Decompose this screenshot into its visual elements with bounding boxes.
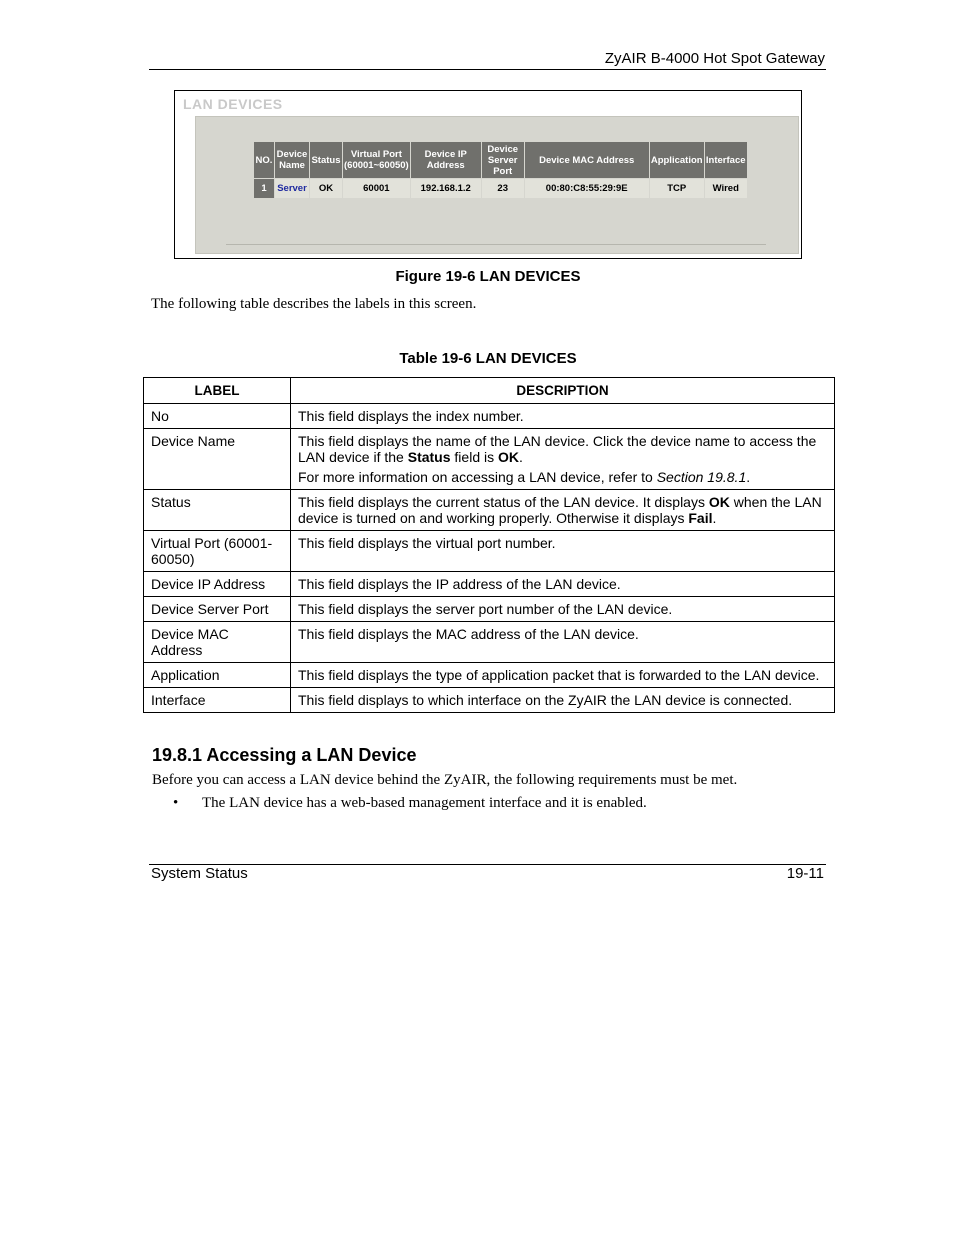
row-description: This field displays the IP address of the LAN device. [291, 572, 835, 597]
desc-text: This field displays the current status of the LAN device. It displays [298, 494, 709, 510]
desc-text: This field displays the name of the LAN device. Click the device name to access the LAN device if the [298, 433, 817, 465]
cell-mac: 00:80:C8:55:29:9E [525, 179, 649, 198]
row-label: Status [144, 490, 291, 531]
table-row [144, 597, 835, 622]
cell-device-ip: 192.168.1.2 [411, 179, 481, 198]
cell-no: 1 [254, 179, 274, 198]
row-label: Virtual Port (60001-60050) [144, 531, 291, 572]
panel-divider [226, 244, 766, 245]
screen-title: LAN DEVICES [183, 96, 283, 112]
row-label: Device Server Port [144, 597, 291, 622]
desc-text: . [746, 469, 751, 485]
table-caption: Table 19-6 LAN DEVICES [399, 350, 577, 367]
table-row [144, 429, 835, 490]
list-item: The LAN device has a web-based management interface and it is enabled. [202, 795, 647, 811]
row-description: This field displays to which interface on the ZyAIR the LAN device is connected. [291, 688, 835, 713]
table-row [254, 179, 747, 198]
col-device-server-port: Device Server Port [482, 142, 524, 178]
desc-bold: OK [708, 494, 730, 510]
row-description [291, 490, 835, 531]
lan-devices-table [253, 141, 748, 199]
cell-status: OK [310, 179, 342, 198]
figure-caption: Figure 19-6 LAN DEVICES [395, 268, 581, 285]
col-virtual-port: Virtual Port (60001~60050) [343, 142, 410, 178]
footer-page-number: 19-11 [786, 865, 824, 882]
row-description: This field displays the virtual port number. [291, 531, 835, 572]
desc-text: . [712, 510, 717, 526]
footer-rule [149, 864, 826, 865]
row-description: This field displays the type of application packet that is forwarded to the LAN device. [291, 663, 835, 688]
row-label: Device MAC Address [144, 622, 291, 663]
col-status: Status [310, 142, 342, 178]
row-label: Interface [144, 688, 291, 713]
col-device-mac: Device MAC Address [525, 142, 649, 178]
col-no: NO. [254, 142, 274, 178]
cell-virtual-port: 60001 [343, 179, 410, 198]
desc-bold: Fail [688, 510, 713, 526]
row-description: This field displays the server port number of the LAN device. [291, 597, 835, 622]
section-reference: Section 19.8.1 [656, 469, 747, 485]
desc-text: For more information on accessing a LAN device, refer to [298, 469, 657, 485]
screen-panel [195, 116, 799, 254]
description-table [143, 377, 835, 713]
cell-application: TCP [650, 179, 704, 198]
table-row [144, 663, 835, 688]
row-description: This field displays the MAC address of the LAN device. [291, 622, 835, 663]
table-row [144, 531, 835, 572]
desc-table-header-row [144, 378, 835, 404]
table-row [144, 622, 835, 663]
footer-section-name: System Status [151, 865, 248, 882]
bullet-icon: • [173, 795, 179, 811]
desc-bold: Status [407, 449, 451, 465]
row-label: Application [144, 663, 291, 688]
device-name-link[interactable]: Server [275, 179, 309, 198]
desc-text: when the LAN device is turned on and working properly. Otherwise it displays [298, 494, 822, 526]
col-device-ip: Device IP Address [411, 142, 481, 178]
table-row [144, 572, 835, 597]
row-label: No [144, 404, 291, 429]
row-description: This field displays the index number. [291, 404, 835, 429]
row-description [291, 429, 835, 490]
cell-interface: Wired [705, 179, 747, 198]
desc-text: field is [450, 449, 498, 465]
label-header: LABEL [144, 378, 291, 404]
intro-text: The following table describes the labels in this screen. [151, 296, 477, 312]
header-rule [149, 69, 826, 70]
description-header: DESCRIPTION [291, 378, 835, 404]
section-text: Before you can access a LAN device behind the ZyAIR, the following requirements must be met. [152, 772, 738, 788]
desc-bold: OK [498, 449, 519, 465]
lan-table-header-row [254, 142, 747, 178]
table-row [144, 404, 835, 429]
table-row [144, 490, 835, 531]
row-label: Device Name [144, 429, 291, 490]
desc-text: . [519, 449, 523, 465]
col-application: Application [650, 142, 704, 178]
figure-screenshot [174, 90, 802, 259]
col-device-name: Device Name [275, 142, 309, 178]
table-row [144, 688, 835, 713]
section-heading: 19.8.1 Accessing a LAN Device [152, 745, 417, 765]
row-label: Device IP Address [144, 572, 291, 597]
header-title: ZyAIR B-4000 Hot Spot Gateway [604, 50, 825, 67]
col-interface: Interface [705, 142, 747, 178]
cell-server-port: 23 [482, 179, 524, 198]
